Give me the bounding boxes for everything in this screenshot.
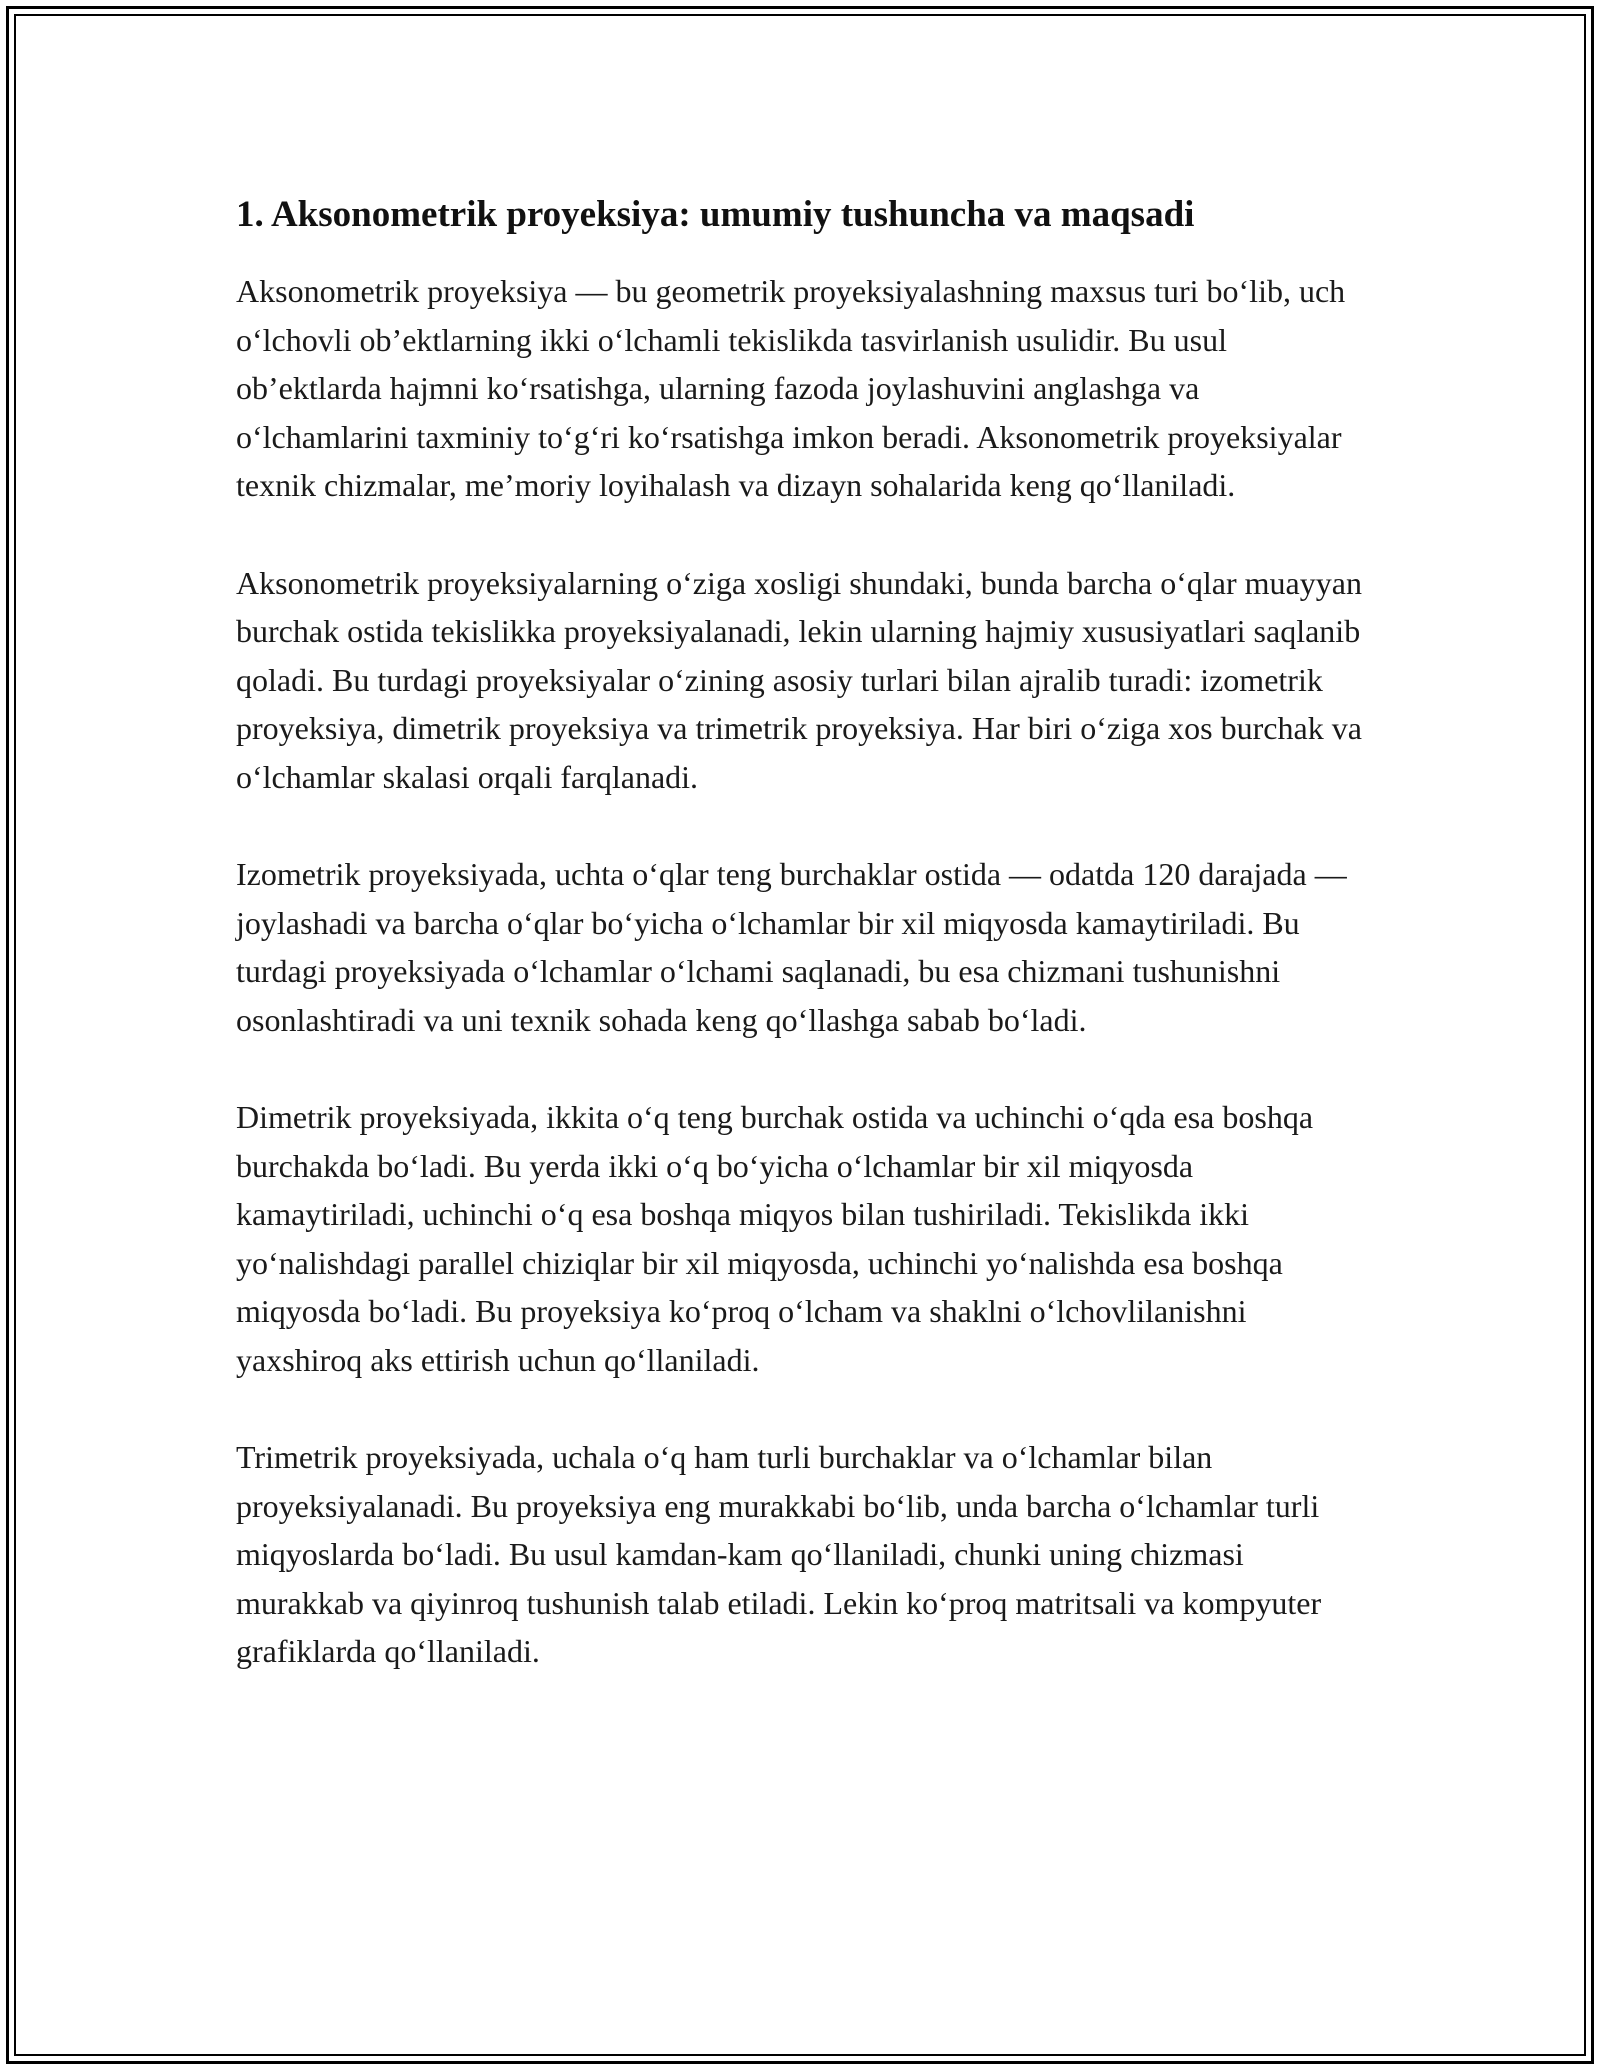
paragraph-trimetric: Trimetrik proyeksiyada, uchala o‘q ham turli burchaklar va o‘lchamlar bilan proyeksiyalanadi. Bu proyeksiya eng murakkabi bo‘lib, unda barcha o‘lchamlar turli miqyoslarda bo‘ladi. Bu usul kamdan-kam qo‘llaniladi, chunki uning chizmasi murakkab va qiyinroq tushunish talab etiladi. Lekin ko‘proq matritsali va kompyuter grafiklarda qo‘llaniladi. bbox=[236, 1439, 1322, 1669]
paragraph-types-overview: Aksonometrik proyeksiyalarning o‘ziga xosligi shundaki, bunda barcha o‘qlar muayyan burchak ostida tekislikka proyeksiyalanadi, lekin ularning hajmiy xususiyatlari saqlanib qoladi. Bu turdagi proyeksiyalar o‘zining asosiy turlari bilan ajralib turadi: izometrik proyeksiya, dimetrik proyeksiya va trimetrik proyeksiya. Har biri o‘ziga xos burchak va o‘lchamlar skalasi orqali farqlanadi. bbox=[236, 564, 1362, 795]
paragraph-dimetric: Dimetrik proyeksiyada, ikkita o‘q teng burchak ostida va uchinchi o‘qda esa boshqa burchakda bo‘ladi. Bu yerda ikki o‘q bo‘yicha o‘lchamlar bir xil miqyosda kamaytiriladi, uchinchi o‘q esa boshqa miqyos bilan tushiriladi. Tekislikda ikki yo‘nalishdagi parallel chiziqlar bir xil miqyosda, uchinchi yo‘nalishda esa boshqa miqyosda bo‘ladi. Bu proyeksiya ko‘proq o‘lcham va shaklni o‘lchovlilanishni yaxshiroq aks ettirish uchun qo‘llaniladi. bbox=[236, 1099, 1314, 1378]
paragraph-isometric: Izometrik proyeksiyada, uchta o‘qlar teng burchaklar ostida — odatda 120 darajada — joylashadi va barcha o‘qlar bo‘yicha o‘lchamlar bir xil miqyosda kamaytiriladi. Bu turdagi proyeksiyada o‘lchamlar o‘lchami saqlanadi, bu esa chizmani tushunishni osonlashtiradi va uni texnik sohada keng qo‘llashga sabab bo‘ladi. bbox=[236, 856, 1347, 1038]
document-body bbox=[236, 185, 1376, 1725]
section-heading: 1. Aksonometrik proyeksiya: umumiy tushuncha va maqsadi bbox=[236, 194, 1195, 235]
paragraph-definition: Aksonometrik proyeksiya — bu geometrik proyeksiyalashning maxsus turi bo‘lib, uch o‘lchovli ob’ektlarning ikki o‘lchamli tekislikda tasvirlanish usulidir. Bu usul ob’ektlarda hajmni ko‘rsatishga, ularning fazoda joylashuvini anglashga va o‘lchamlarini taxminiy to‘g‘ri ko‘rsatishga imkon beradi. Aksonometrik proyeksiyalar texnik chizmalar, me’moriy loyihalash va dizayn sohalarida keng qo‘llaniladi. bbox=[236, 273, 1346, 503]
